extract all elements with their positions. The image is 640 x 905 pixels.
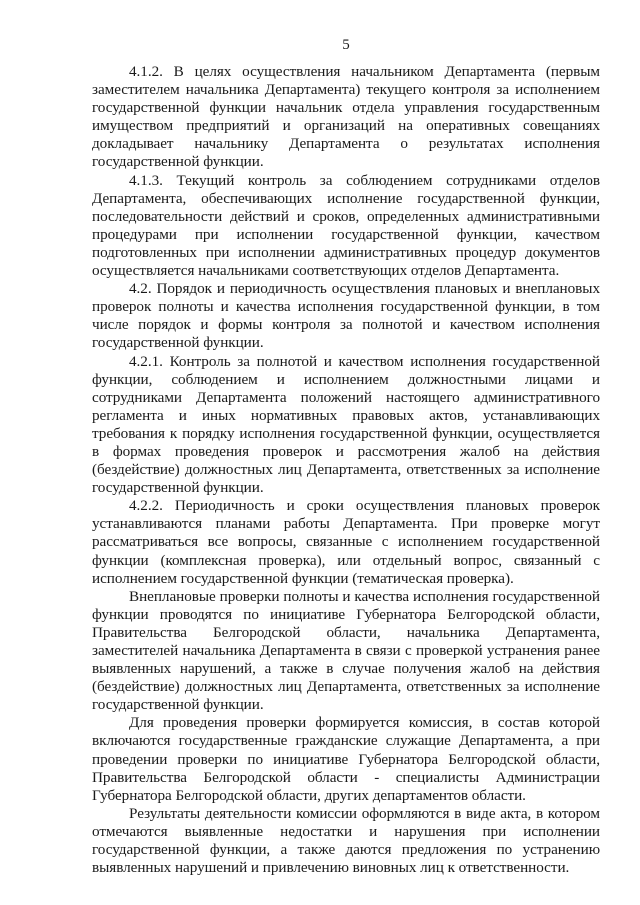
paragraph-4-2-1: 4.2.1. Контроль за полнотой и качеством исполнения государственной функции, соблюдением и исполнением должностными лицами и сотрудниками Департамента положений настоящего административного регламента и иных нормативных правовых актов, устанавливающих требования к порядку исполнения государственной функции, осуществляется в формах проведения проверок и рассмотрения жалоб на действия (бездействие) должностных лиц Департамента, ответственных за исполнение государственной функции. xyxy=(92,352,600,497)
paragraph-4-1-3: 4.1.3. Текущий контроль за соблюдением сотрудниками отделов Департамента, обеспечивающих исполнение государственной функции, последовательности действий и сроков, определенных административными процедурами при исполнении государственной функции, качеством подготовленных при исполнении административных процедур документов осуществляется начальниками соответствующих отделов Департамента. xyxy=(92,171,600,280)
paragraph-4-1-2: 4.1.2. В целях осуществления начальником Департамента (первым заместителем начальника Департамента) текущего контроля за исполнением государственной функции начальник отдела управления государственным имуществом предприятий и организаций на оперативных совещаниях докладывает начальнику Департамента о результатах исполнения государственной функции. xyxy=(92,63,600,171)
page-number: 5 xyxy=(342,37,350,53)
paragraph-commission: Для проведения проверки формируется комиссия, в состав которой включаются государственные гражданские служащие Департамента, а при проведении проверки по инициативе Губернатора Белгородской области, Правительства Белгородской области - специалисты Администрации Губернатора Белгородской области, других департаментов области. xyxy=(92,714,600,804)
paragraph-results: Результаты деятельности комиссии оформляются в виде акта, в котором отмечаются выявленные недостатки и нарушения при исполнении государственной функции, а также даются предложения по устранению выявленных нарушений и привлечению виновных лиц к ответственности. xyxy=(92,804,600,877)
paragraph-4-2: 4.2. Порядок и периодичность осуществления плановых и внеплановых проверок полноты и качества исполнения государственной функции, в том числе порядок и формы контроля за полнотой и качеством исполнения государственной функции. xyxy=(92,280,600,352)
paragraph-4-2-2: 4.2.2. Периодичность и сроки осуществления плановых проверок устанавливаются планами работы Департамента. При проверке могут рассматриваться все вопросы, связанные с исполнением государственной функции (комплексная проверка), или отдельный вопрос, связанный с исполнением государственной функции (тематическая проверка). xyxy=(92,497,600,587)
paragraph-unscheduled-inspections: Внеплановые проверки полноты и качества исполнения государственной функции проводятся по инициативе Губернатора Белгородской области, Правительства Белгородской области, начальника Департамента, заместителей начальника Департамента в связи с проверкой устранения ранее выявленных нарушений, а также в случае получения жалоб на действия (бездействие) должностных лиц Департамента, ответственных за исполнение государственной функции. xyxy=(92,587,600,714)
